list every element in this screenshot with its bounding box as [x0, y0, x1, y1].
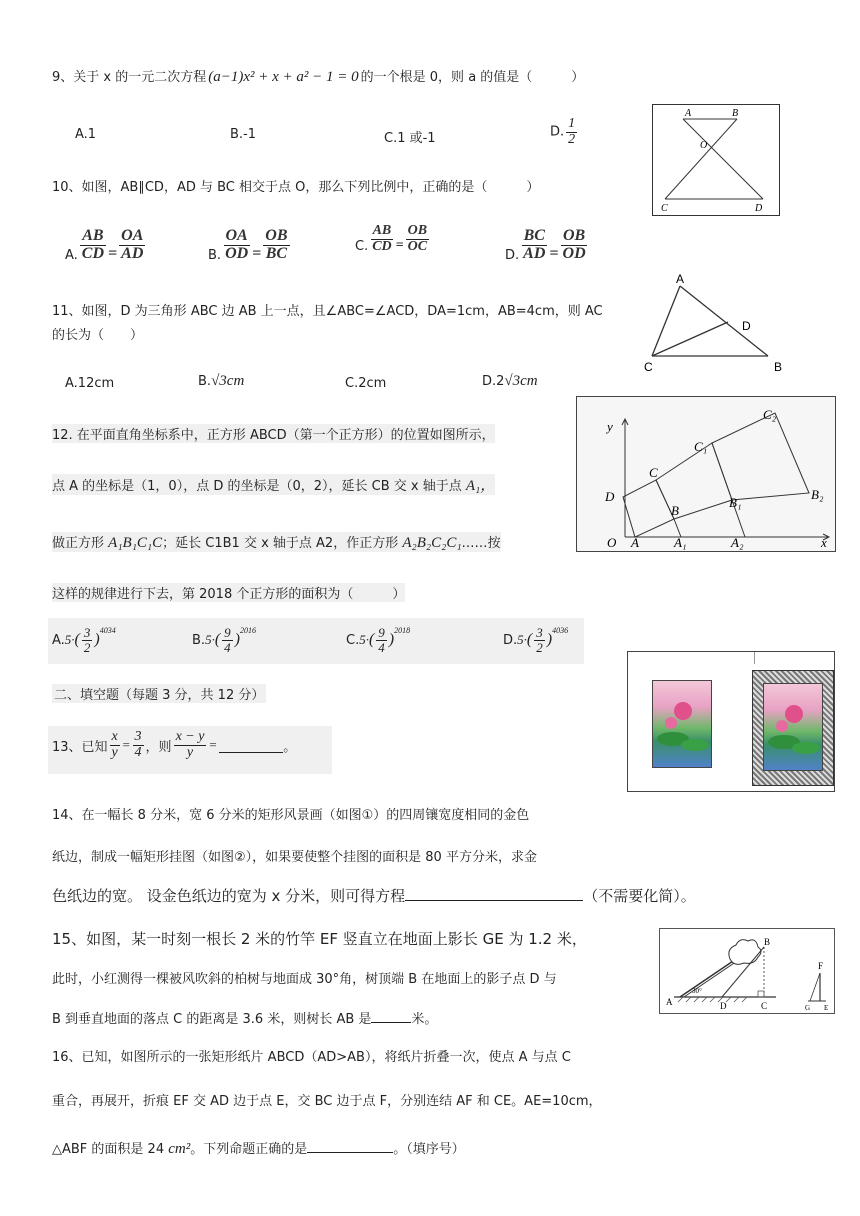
q16-line3: △ABF 的面积是 24 cm²。下列命题正确的是 。（填序号）	[52, 1141, 465, 1157]
q12-figure	[576, 396, 836, 552]
q9-equation: (a−1)x² + x + a² − 1 = 0	[208, 69, 359, 85]
q13-stem: 13、已知 $\frac{x}{y}$ = $\frac{3}{4}$ ，则 $\frac{x - y}{y}$ = 。	[52, 729, 297, 760]
tree-shadow-diagram	[660, 929, 834, 1013]
q14-figure	[627, 651, 835, 792]
label-a: A	[631, 535, 639, 550]
label-a: A	[685, 108, 692, 119]
q15-figure	[659, 928, 835, 1014]
q12-line3: 做正方形 A₁B₁C₁C；延长 C1B1 交 x 轴于点 A2，作正方形 A₂B₂C₂C₁……按	[52, 532, 501, 552]
q11-stem-line1: 11、如图，D 为三角形 ABC 边 AB 上一点，且∠ABC=∠ACD，DA=1cm，AB=4cm，则 AC	[52, 304, 603, 319]
q16-line2: 重合，再展开，折痕 EF 交 AD 边于点 E，交 BC 边于点 F，分别连结 AF 和 CE。AE=10cm，	[52, 1094, 602, 1109]
label-f: F	[818, 961, 824, 971]
label-a: A	[666, 997, 673, 1007]
label-y: y	[607, 419, 613, 434]
label-c: C	[661, 203, 668, 214]
q15-line1: 15、如图，某一时刻一根长 2 米的竹竿 EF 竖直立在地面上影长 GE 为 1.2 米，	[52, 930, 587, 948]
label-b2: B₂	[811, 487, 824, 502]
label-b: B	[764, 937, 771, 947]
q15-line2: 此时，小红测得一棵被风吹斜的柏树与地面成 30°角，树顶端 B 在地面上的影子点 D 与	[52, 972, 557, 987]
q15-answer-blank[interactable]	[371, 1009, 411, 1023]
q11-option-b: B.√3cm	[198, 373, 245, 389]
q10-option-c: C. $\frac{AB}{CD}$ = $\frac{OB}{OC}$	[355, 223, 428, 255]
label-d: D	[720, 1001, 727, 1011]
q9-option-a: A.1	[75, 127, 97, 142]
q9-option-d: D. $\frac{1}{2}$	[550, 116, 576, 147]
label-d: D	[755, 203, 763, 214]
q14-line1: 14、在一幅长 8 分米，宽 6 分米的矩形风景画（如图①）的四周镶宽度相同的金色	[52, 808, 530, 823]
q9-option-c: C.1 或-1	[384, 131, 436, 146]
label-b1: B₁	[729, 495, 742, 510]
q13-answer-blank[interactable]	[219, 738, 283, 753]
q16-answer-blank[interactable]	[307, 1139, 393, 1153]
q11-triangle-diagram	[638, 272, 788, 378]
landscape-painting-2-framed	[752, 670, 834, 786]
q14-answer-blank[interactable]	[405, 886, 583, 901]
label-b: B	[671, 503, 679, 518]
label-c: C	[761, 1001, 768, 1011]
q10-figure	[652, 104, 780, 216]
label-a2: A₂	[731, 535, 744, 550]
label-x: x	[821, 535, 827, 550]
section-fill-in-header: 二、填空题（每题 3 分，共 12 分）	[52, 684, 266, 703]
label-g: G	[805, 1004, 811, 1012]
label-b: B	[732, 108, 739, 119]
q12-option-a: A. 5· ( $\frac{3}{2}$ ) $^{4034}$	[52, 625, 116, 655]
label-a: A	[676, 272, 685, 286]
q11-stem-line2: 的长为（ ）	[52, 328, 144, 343]
q10-stem: 10、如图，AB∥CD，AD 与 BC 相交于点 O，那么下列比例中，正确的是（ ）	[52, 180, 540, 195]
q10-option-d: D. $\frac{BC}{AD}$ = $\frac{OB}{OD}$	[505, 227, 586, 263]
label-o: O	[700, 140, 708, 151]
q12-option-c: C. 5· ( $\frac{9}{4}$ ) $^{2018}$	[346, 625, 411, 655]
q14-line3: 色纸边的宽。 设金色纸边的宽为 x 分米，则可得方程 （不需要化简）。	[52, 887, 696, 905]
label-e: E	[824, 1004, 829, 1012]
label-c2: C₂	[763, 407, 777, 422]
label-angle: 30°	[692, 987, 702, 995]
q11-option-c: C.2cm	[345, 376, 387, 391]
q12-line4: 这样的规律进行下去，第 2018 个正方形的面积为（ ）	[52, 583, 405, 602]
landscape-painting-1	[652, 680, 712, 768]
q12-option-d: D. 5· ( $\frac{3}{2}$ ) $^{4036}$	[503, 625, 569, 655]
q14-line2: 纸边，制成一幅矩形挂图（如图②），如果要使整个挂图的面积是 80 平方分米，求金	[52, 850, 537, 865]
label-c1: C₁	[694, 439, 708, 454]
q12-line2: 点 A 的坐标是（1，0），点 D 的坐标是（0，2），延长 CB 交 x 轴于点 A₁，	[52, 474, 495, 495]
hourglass-diagram	[653, 105, 779, 215]
q12-option-b: B. 5· ( $\frac{9}{4}$ ) $^{2016}$	[192, 625, 256, 655]
label-a1: A₁	[674, 535, 687, 550]
q12-line1: 12. 在平面直角坐标系中，正方形 ABCD（第一个正方形）的位置如图所示，	[52, 424, 495, 443]
q15-line3: B 到垂直地面的落点 C 的距离是 3.6 米，则树长 AB 是 米。	[52, 1008, 437, 1027]
q9-stem: 9、关于 x 的一元二次方程 (a−1)x² + x + a² − 1 = 0 的一个根是 0，则 a 的值是（ ）	[52, 69, 585, 85]
q9-option-b: B.-1	[230, 127, 257, 142]
label-o: O	[607, 535, 617, 550]
label-d: D	[742, 319, 751, 333]
q11-option-a: A.12cm	[65, 376, 115, 391]
q10-option-b: B. $\frac{OA}{OD}$ = $\frac{OB}{BC}$	[208, 227, 288, 263]
label-b: B	[774, 360, 783, 374]
label-c: C	[649, 465, 658, 480]
q11-option-d: D.2√3cm	[482, 373, 538, 389]
q16-line1: 16、已知，如图所示的一张矩形纸片 ABCD（AD>AB），将纸片折叠一次，使点 A 与点 C	[52, 1050, 571, 1065]
q10-option-a: A. $\frac{AB}{CD}$ = $\frac{OA}{AD}$	[65, 227, 144, 263]
squares-coordinate-diagram	[577, 397, 835, 551]
label-d: D	[605, 489, 615, 504]
label-c: C	[644, 360, 653, 374]
